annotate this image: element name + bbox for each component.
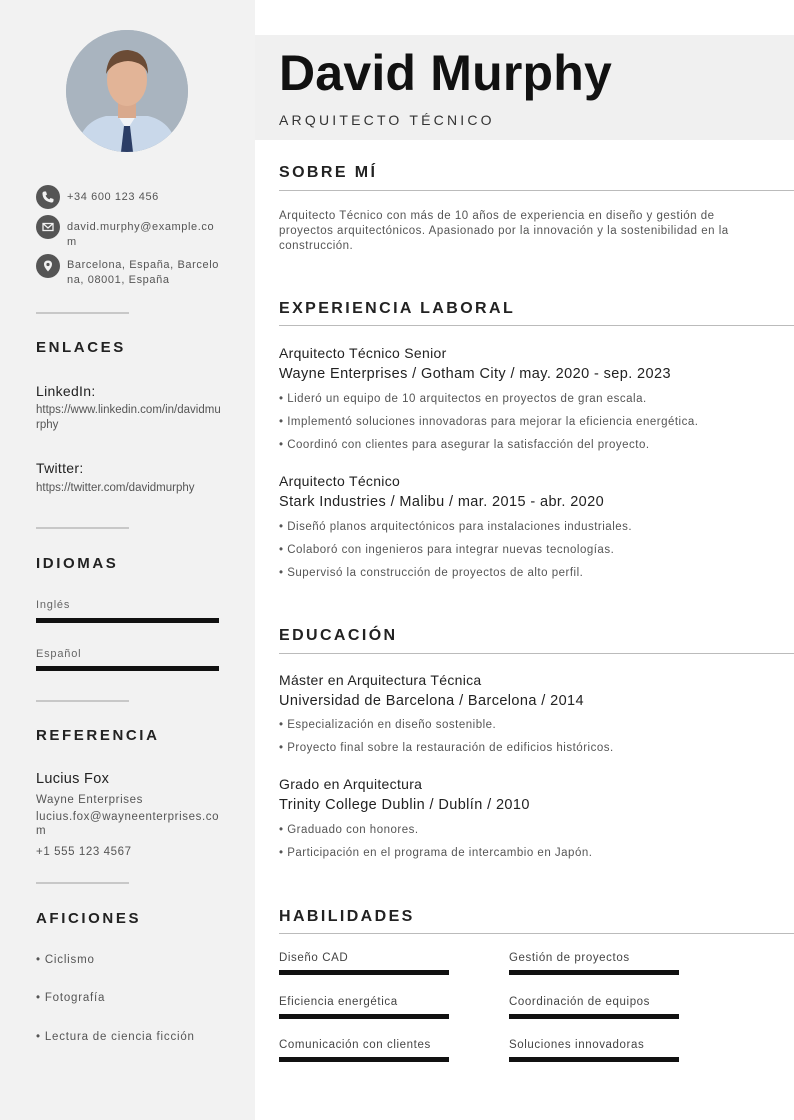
reference-company: Wayne Enterprises	[36, 794, 143, 806]
education-bullet: • Graduado con honores.	[279, 824, 419, 836]
contact-email-text: david.murphy@example.com	[67, 221, 215, 248]
section-rule	[279, 933, 794, 934]
hobby-item: • Ciclismo	[36, 954, 95, 966]
job-entry-title: Arquitecto Técnico	[279, 473, 401, 489]
skill-level-bar	[509, 1014, 679, 1019]
language-level-bar	[36, 666, 219, 671]
profile-photo-image	[66, 30, 188, 152]
education-bullet: • Especialización en diseño sostenible.	[279, 719, 497, 731]
skill-label: Diseño CAD	[279, 952, 349, 964]
job-entry-subtitle: Stark Industries / Malibu / mar. 2015 - abr. 2020	[279, 494, 605, 510]
skill-level-bar	[279, 1014, 449, 1019]
hobby-item: • Lectura de ciencia ficción	[36, 1031, 195, 1043]
about-heading: SOBRE MÍ	[279, 164, 378, 181]
skill-label: Soluciones innovadoras	[509, 1039, 645, 1051]
skill-label: Coordinación de equipos	[509, 996, 651, 1008]
about-text: Arquitecto Técnico con más de 10 años de experiencia en diseño y gestión de proyectos arquitectónicos. Apasionado por la innovación y la sostenibilidad en la construcción.	[279, 210, 729, 252]
education-entry-title: Máster en Arquitectura Técnica	[279, 672, 482, 688]
job-bullet: • Lideró un equipo de 10 arquitectos en proyectos de gran escala.	[279, 393, 647, 405]
contact-phone-text: +34 600 123 456	[67, 191, 159, 203]
education-entry-subtitle: Universidad de Barcelona / Barcelona / 2014	[279, 693, 584, 709]
education-entry-title: Grado en Arquitectura	[279, 776, 423, 792]
skill-level-bar	[279, 970, 449, 975]
languages-heading: IDIOMAS	[36, 555, 119, 572]
skill-label: Comunicación con clientes	[279, 1039, 431, 1051]
skill-label: Eficiencia energética	[279, 996, 398, 1008]
reference-heading: REFERENCIA	[36, 727, 160, 744]
job-bullet: • Supervisó la construcción de proyectos de alto perfil.	[279, 567, 584, 579]
contact-phone	[36, 185, 219, 209]
skill-level-bar	[509, 970, 679, 975]
job-bullet: • Colaboró con ingenieros para integrar nuevas tecnologías.	[279, 544, 615, 556]
skills-heading: HABILIDADES	[279, 908, 415, 925]
candidate-name: David Murphy	[279, 45, 612, 101]
language-label: Inglés	[36, 599, 71, 611]
job-bullet: • Diseñó planos arquitectónicos para instalaciones industriales.	[279, 521, 633, 533]
profile-photo	[66, 30, 188, 152]
job-entry-subtitle: Wayne Enterprises / Gotham City / may. 2020 - sep. 2023	[279, 366, 671, 382]
reference-name: Lucius Fox	[36, 771, 110, 787]
job-bullet: • Coordinó con clientes para asegurar la satisfacción del proyecto.	[279, 439, 650, 451]
reference-email[interactable]: lucius.fox@wayneenterprises.com	[36, 811, 220, 837]
location-pin-icon	[36, 254, 60, 278]
job-title: ARQUITECTO TÉCNICO	[279, 112, 495, 128]
job-entry-title: Arquitecto Técnico Senior	[279, 345, 447, 361]
twitter-link[interactable]: https://twitter.com/davidmurphy	[36, 482, 195, 494]
experience-heading: EXPERIENCIA LABORAL	[279, 300, 516, 317]
education-heading: EDUCACIÓN	[279, 627, 398, 644]
contact-email	[36, 215, 219, 250]
contact-address-text: Barcelona, España, Barcelona, 08001, España	[67, 259, 219, 286]
language-label: Español	[36, 648, 82, 660]
section-rule	[279, 190, 794, 191]
linkedin-label: LinkedIn:	[36, 383, 96, 399]
phone-icon	[36, 185, 60, 209]
sidebar-divider	[36, 882, 129, 884]
linkedin-link[interactable]: https://www.linkedin.com/in/davidmurphy	[36, 404, 221, 431]
job-bullet: • Implementó soluciones innovadoras para mejorar la eficiencia energética.	[279, 416, 699, 428]
education-bullet: • Participación en el programa de intercambio en Japón.	[279, 847, 593, 859]
language-level-bar	[36, 618, 219, 623]
hobbies-heading: AFICIONES	[36, 910, 142, 927]
sidebar-divider	[36, 700, 129, 702]
mail-icon	[36, 215, 60, 239]
twitter-label: Twitter:	[36, 460, 84, 476]
contact-address	[36, 254, 219, 288]
education-entry-subtitle: Trinity College Dublin / Dublín / 2010	[279, 797, 530, 813]
skill-level-bar	[509, 1057, 679, 1062]
hobby-item: • Fotografía	[36, 992, 106, 1004]
section-rule	[279, 325, 794, 326]
section-rule	[279, 653, 794, 654]
sidebar-divider	[36, 527, 129, 529]
sidebar-divider	[36, 312, 129, 314]
reference-phone: +1 555 123 4567	[36, 846, 132, 858]
links-heading: ENLACES	[36, 339, 126, 356]
skill-level-bar	[279, 1057, 449, 1062]
education-bullet: • Proyecto final sobre la restauración de edificios históricos.	[279, 742, 614, 754]
skill-label: Gestión de proyectos	[509, 952, 630, 964]
